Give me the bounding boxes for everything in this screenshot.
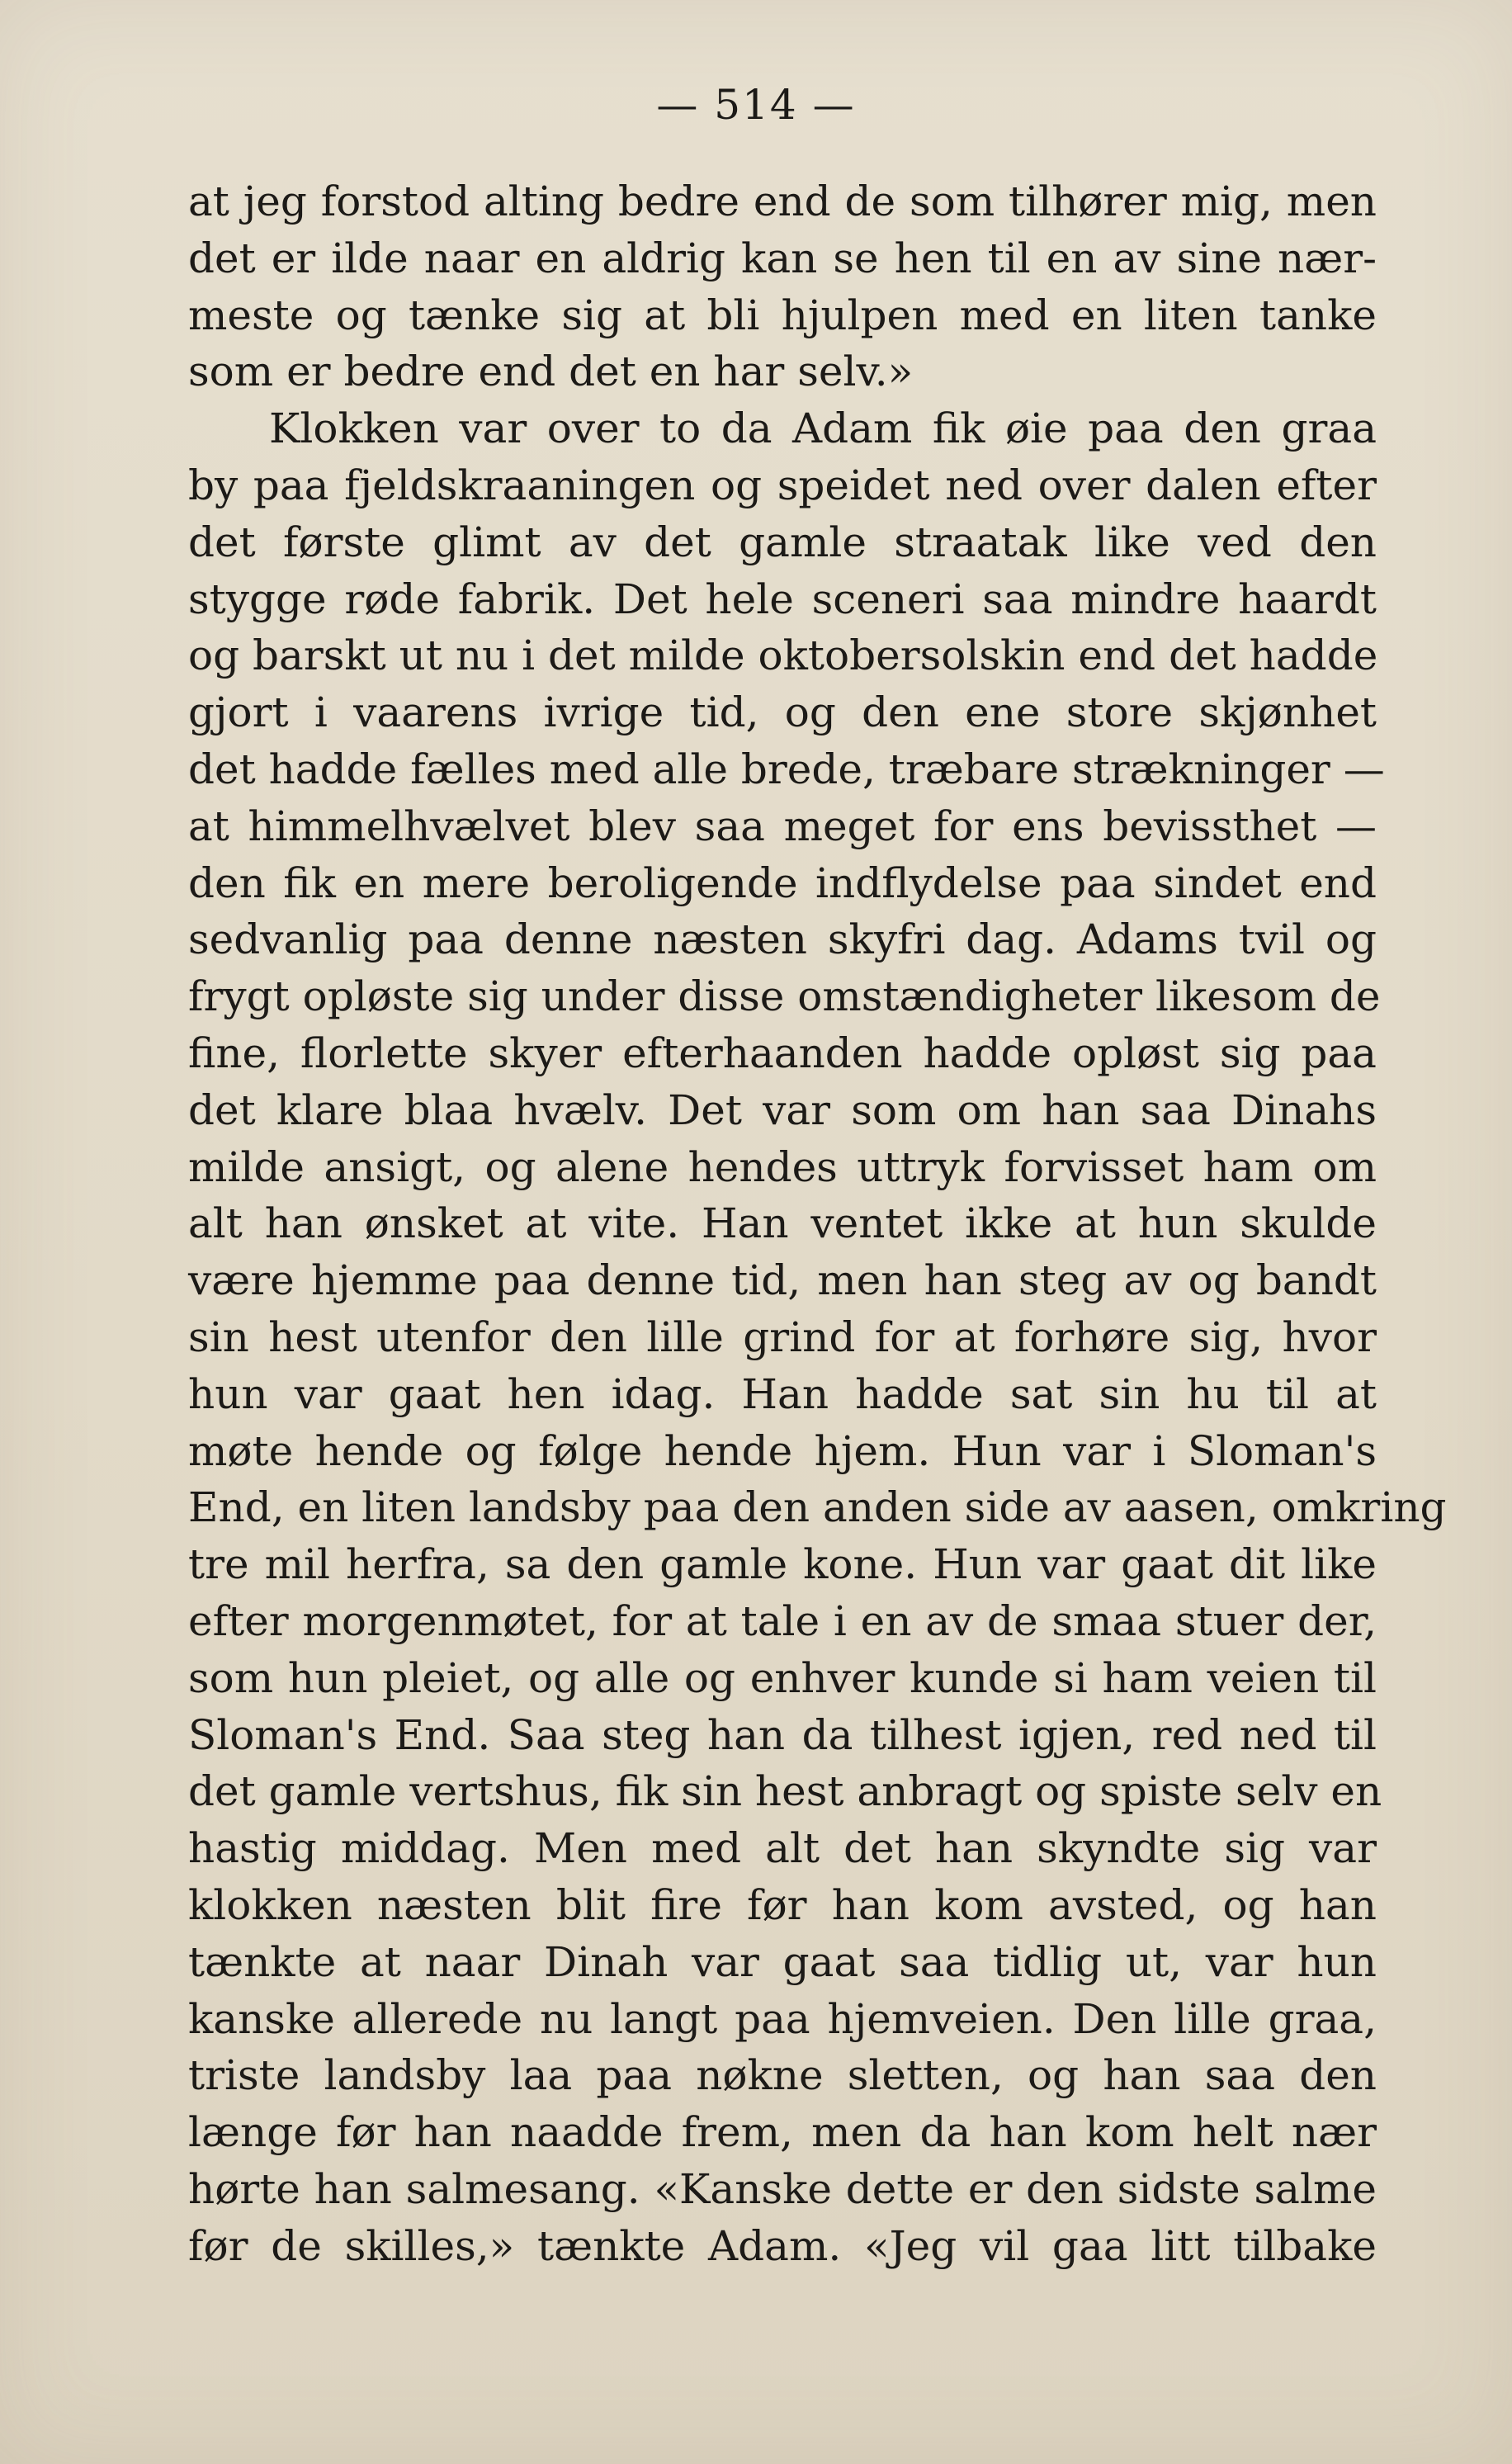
text-line: være hjemme paa denne tid, men han steg av og bandt: [188, 1256, 1377, 1305]
text-line: det klare blaa hvælv. Det var som om han saa Dinahs: [188, 1085, 1377, 1134]
text-line: det gamle vertshus, fik sin hest anbragt og spiste selv en: [188, 1767, 1382, 1816]
text-line: som er bedre end det en har selv.»: [188, 348, 914, 396]
text-line: tænkte at naar Dinah var gaat saa tidlig ut, var hun: [188, 1937, 1377, 1986]
text-line: stygge røde fabrik. Det hele sceneri saa mindre haardt: [188, 575, 1377, 623]
text-line: hastig middag. Men med alt det han skyndte sig var: [188, 1824, 1377, 1873]
text-line: efter morgenmøtet, for at tale i en av de smaa stuer der,: [188, 1596, 1377, 1645]
text-line: klokken næsten blit fire før han kom avsted, og han: [188, 1880, 1377, 1929]
text-line: det hadde fælles med alle brede, træbare strækninger —: [188, 745, 1385, 793]
text-line: Klokken var over to da Adam fik øie paa den graa: [269, 404, 1377, 453]
text-line: længe før han naadde frem, men da han kom helt nær: [188, 2108, 1377, 2157]
text-line: at jeg forstod alting bedre end de som tilhører mig, men: [188, 177, 1377, 225]
text-line: hun var gaat hen idag. Han hadde sat sin hu til at: [188, 1369, 1377, 1418]
text-line: den fik en mere beroligende indflydelse paa sindet end: [188, 858, 1377, 907]
text-line: gjort i vaarens ivrige tid, og den ene store skjønhet: [188, 688, 1377, 737]
text-line: at himmelhvælvet blev saa meget for ens bevissthet —: [188, 802, 1377, 850]
text-line: alt han ønsket at vite. Han ventet ikke at hun skulde: [188, 1199, 1377, 1248]
text-line: triste landsby laa paa nøkne sletten, og han saa den: [188, 2051, 1377, 2100]
text-line: sin hest utenfor den lille grind for at forhøre sig, hvor: [188, 1312, 1377, 1361]
text-line: by paa fjeldskraaningen og speidet ned over dalen efter: [188, 461, 1377, 509]
text-line: og barskt ut nu i det milde oktobersolskin end det hadde: [188, 631, 1378, 680]
text-line: som hun pleiet, og alle og enhver kunde si ham veien til: [188, 1653, 1377, 1702]
text-line: møte hende og følge hende hjem. Hun var i Sloman's: [188, 1426, 1377, 1475]
text-line: tre mil herfra, sa den gamle kone. Hun var gaat dit like: [188, 1540, 1377, 1589]
text-line: hørte han salmesang. «Kanske dette er den sidste salme: [188, 2164, 1377, 2213]
text-line: sedvanlig paa denne næsten skyfri dag. Adams tvil og: [188, 915, 1377, 964]
text-line: kanske allerede nu langt paa hjemveien. Den lille graa,: [188, 1994, 1377, 2043]
text-line: fine, florlette skyer efterhaanden hadde opløst sig paa: [188, 1029, 1377, 1077]
text-line: det er ilde naar en aldrig kan se hen til en av sine nær-: [188, 234, 1377, 282]
text-line: Sloman's End. Saa steg han da tilhest igjen, red ned til: [188, 1710, 1377, 1759]
text-line: meste og tænke sig at bli hjulpen med en liten tanke: [188, 291, 1377, 339]
body-text: [188, 173, 1447, 2274]
text-line: milde ansigt, og alene hendes uttryk forvisset ham om: [188, 1142, 1377, 1191]
page-number-header: — 514 —: [656, 81, 856, 129]
text-line: det første glimt av det gamle straatak like ved den: [188, 518, 1377, 566]
text-line: End, en liten landsby paa den anden side av aasen, omkring: [188, 1483, 1447, 1532]
text-line: før de skilles,» tænkte Adam. «Jeg vil gaa litt tilbake: [188, 2221, 1377, 2270]
text-line: frygt opløste sig under disse omstændigheter likesom de: [188, 972, 1381, 1021]
